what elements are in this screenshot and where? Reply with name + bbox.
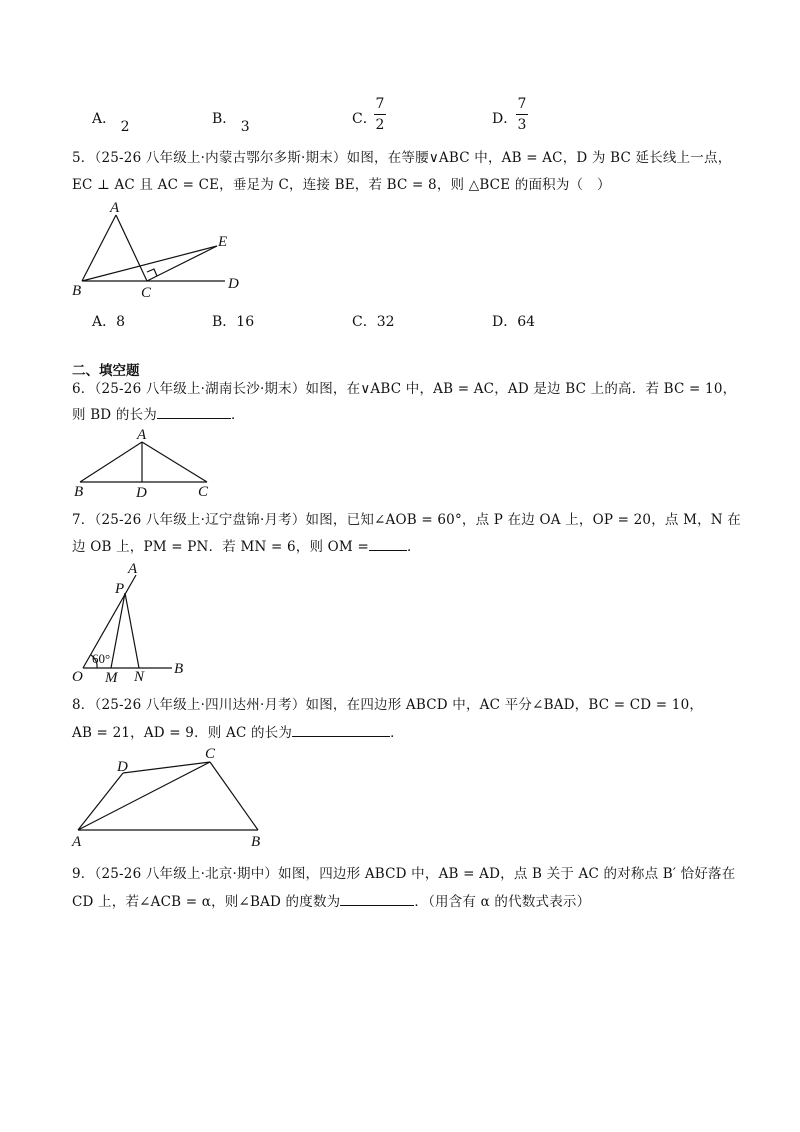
q5-option-a-value: 8 bbox=[116, 314, 126, 330]
q4-option-c-denominator: 2 bbox=[375, 117, 385, 133]
q5-option-a bbox=[92, 311, 125, 331]
q7-label-p: P bbox=[115, 581, 125, 597]
q6-answer-blank[interactable] bbox=[157, 406, 231, 419]
q8-answer-blank[interactable] bbox=[292, 724, 390, 737]
q6-figure bbox=[70, 426, 220, 498]
q5-option-b-value: 16 bbox=[236, 314, 255, 330]
q7-text-line2-end: ． bbox=[406, 539, 421, 555]
q4-option-a-value: 2 bbox=[120, 119, 130, 135]
q4-option-b bbox=[212, 108, 250, 135]
q8-text-line2 bbox=[72, 721, 404, 741]
q7-answer-blank[interactable] bbox=[369, 538, 407, 551]
q5-label-d: D bbox=[228, 276, 239, 292]
q7-label-o: O bbox=[72, 669, 83, 685]
q5-option-c-label: C． bbox=[352, 314, 377, 330]
q7-text-line2 bbox=[72, 535, 421, 555]
q4-option-c-label: C． bbox=[352, 111, 377, 127]
q4-option-c-numerator: 7 bbox=[375, 96, 385, 112]
q9-answer-blank[interactable] bbox=[340, 893, 414, 906]
q8-text-line2-end: ． bbox=[390, 725, 404, 741]
q6-label-b: B bbox=[74, 484, 84, 498]
q8-label-b: B bbox=[251, 834, 261, 850]
q9-text-line1: 9．（25-26 八年级上·北京·期中）如图，四边形 ABCD 中，AB = AD，点 B 关于 AC 的对称点 B′ 恰好落在 bbox=[72, 866, 736, 882]
q4-option-d-denominator: 3 bbox=[517, 117, 527, 133]
q6-label-c: C bbox=[198, 484, 209, 498]
q9-text-line2 bbox=[72, 890, 590, 910]
q7-label-a: A bbox=[128, 561, 138, 577]
q5-text-line2: EC ⊥ AC 且 AC = CE，垂足为 C，连接 BE，若 BC = 8，则 △BCE 的面积为（ ） bbox=[72, 177, 611, 193]
q5-option-d-label: D． bbox=[492, 314, 518, 330]
q8-label-d: D bbox=[117, 759, 128, 775]
q7-label-n: N bbox=[134, 669, 145, 685]
q5-option-c-value: 32 bbox=[376, 314, 395, 330]
q7-angle-label: 60° bbox=[92, 651, 111, 666]
q8-label-c: C bbox=[205, 746, 216, 762]
q5-label-a: A bbox=[110, 200, 120, 216]
q4-option-b-label: B． bbox=[212, 111, 237, 127]
section-title-fill-in: 二、填空题 bbox=[72, 363, 140, 379]
q4-option-b-value: 3 bbox=[240, 119, 250, 135]
q7-text-line1: 7．（25-26 八年级上·辽宁盘锦·月考）如图，已知∠AOB = 60°，点 P 在边 OA 上，OP = 20，点 M，N 在 bbox=[72, 512, 742, 528]
q4-option-d-fraction bbox=[516, 96, 528, 133]
q5-option-d-value: 64 bbox=[517, 314, 536, 330]
q7-text-line2-prefix: 边 OB 上，PM = PN．若 MN = 6，则 OM = bbox=[72, 539, 369, 555]
q6-text-line2-end: ． bbox=[230, 407, 245, 423]
q4-option-d bbox=[492, 108, 517, 128]
q8-label-a: A bbox=[72, 834, 82, 850]
q5-option-a-label: A． bbox=[92, 314, 117, 330]
q5-label-e: E bbox=[218, 234, 228, 250]
q7-label-m: M bbox=[105, 670, 118, 685]
q5-option-b-label: B． bbox=[212, 314, 237, 330]
q4-option-a-label: A． bbox=[92, 111, 117, 127]
q8-text-line2-prefix: AB = 21，AD = 9．则 AC 的长为 bbox=[72, 725, 293, 741]
q5-option-b bbox=[212, 311, 254, 331]
q7-figure bbox=[70, 560, 200, 685]
q7-label-b: B bbox=[174, 661, 184, 677]
q8-figure bbox=[68, 742, 268, 850]
q5-text-line1: 5．（25-26 八年级上·内蒙古鄂尔多斯·期末）如图，在等腰∨ABC 中，AB = AC，D 为 BC 延长线上一点， bbox=[72, 150, 732, 166]
q4-option-d-numerator: 7 bbox=[517, 96, 527, 112]
q9-text-line2-end: ．（用含有 α 的代数式表示） bbox=[414, 894, 591, 910]
q9-text-line2-prefix: CD 上，若∠ACB = α，则∠BAD 的度数为 bbox=[72, 894, 341, 910]
q6-text-line2 bbox=[72, 403, 245, 423]
q6-label-a: A bbox=[137, 427, 147, 443]
q5-label-b: B bbox=[72, 283, 82, 299]
q5-figure bbox=[70, 198, 250, 303]
q8-text-line1: 8．（25-26 八年级上·四川达州·月考）如图，在四边形 ABCD 中，AC 平分∠BAD，BC = CD = 10， bbox=[72, 697, 704, 713]
q5-option-c bbox=[352, 311, 395, 331]
q4-option-c bbox=[352, 108, 377, 128]
q4-option-a bbox=[92, 108, 130, 135]
q4-option-c-fraction bbox=[374, 96, 386, 133]
q5-label-c: C bbox=[141, 285, 152, 301]
q6-text-line1: 6．（25-26 八年级上·湖南长沙·期末）如图，在∨ABC 中，AB = AC，AD 是边 BC 上的高．若 BC = 10， bbox=[72, 381, 737, 397]
q5-option-d bbox=[492, 311, 535, 331]
q6-label-d: D bbox=[136, 485, 147, 498]
q6-text-line2-prefix: 则 BD 的长为 bbox=[72, 407, 157, 423]
q4-option-d-label: D． bbox=[492, 111, 518, 127]
